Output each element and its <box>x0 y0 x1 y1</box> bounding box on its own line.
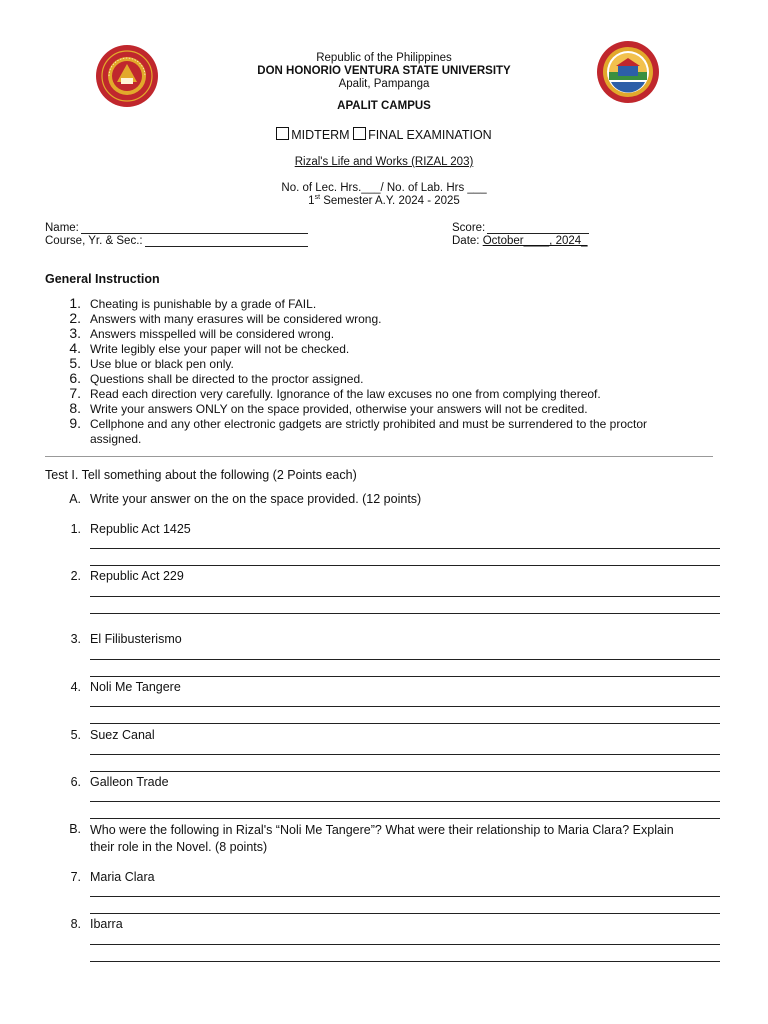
part-b-letter: B. <box>69 822 81 836</box>
answer-line[interactable] <box>90 723 720 724</box>
semester-rest: Semester A.Y. 2024 - 2025 <box>320 194 460 207</box>
exam-type <box>0 127 768 142</box>
question-number: 8. <box>70 917 81 931</box>
answer-line[interactable] <box>90 706 720 707</box>
answer-line[interactable] <box>90 961 720 962</box>
answer-line[interactable] <box>90 818 720 819</box>
question-number: 1. <box>70 522 81 536</box>
semester-sup: st <box>314 194 321 201</box>
instruction-item: Questions shall be directed to the proctor assigned. <box>90 372 364 386</box>
section-divider <box>45 456 713 457</box>
university-name: DON HONORIO VENTURA STATE UNIVERSITY <box>257 65 511 77</box>
answer-line[interactable] <box>90 896 720 897</box>
semester-num: 1 <box>308 194 315 207</box>
question-text: Ibarra <box>90 917 123 931</box>
date-label: Date: <box>452 235 483 247</box>
instruction-item: Write legibly else your paper will not be checked. <box>90 342 350 356</box>
question-text: Republic Act 1425 <box>90 522 191 536</box>
answer-line[interactable] <box>90 548 720 549</box>
instruction-number: 6. <box>69 370 81 386</box>
instruction-number: 2. <box>69 310 81 326</box>
course-section-label: Course, Yr. & Sec.: <box>45 235 143 247</box>
question-number: 2. <box>70 569 81 583</box>
score-label: Score: <box>452 222 486 234</box>
answer-line[interactable] <box>90 596 720 597</box>
answer-line[interactable] <box>90 944 720 945</box>
answer-line[interactable] <box>90 676 720 677</box>
instruction-item: Answers misspelled will be considered wrong. <box>90 327 335 341</box>
instruction-number: 4. <box>69 340 81 356</box>
question-text: Noli Me Tangere <box>90 680 181 694</box>
score-input-line[interactable] <box>487 233 589 234</box>
date-field <box>452 235 588 247</box>
answer-line[interactable] <box>90 771 720 772</box>
instruction-item: Read each direction very carefully. Ignorance of the law excuses no one from complying thereof. <box>90 387 601 401</box>
midterm-checkbox[interactable] <box>276 127 289 140</box>
midterm-label: MIDTERM <box>291 128 350 142</box>
campus-name: APALIT CAMPUS <box>337 100 431 112</box>
final-label: FINAL EXAMINATION <box>368 128 492 142</box>
part-a-instruction: Write your answer on the on the space provided. (12 points) <box>90 492 422 506</box>
question-text: Suez Canal <box>90 728 155 742</box>
instruction-item: Cheating is punishable by a grade of FAIL. <box>90 297 317 311</box>
answer-line[interactable] <box>90 913 720 914</box>
instruction-item: Use blue or black pen only. <box>90 357 234 371</box>
test-title: Test I. Tell something about the following (2 Points each) <box>45 468 357 482</box>
republic-text: Republic of the Philippines <box>316 52 452 64</box>
course-section-input-line[interactable] <box>145 246 308 247</box>
name-input-line[interactable] <box>81 233 308 234</box>
instruction-item: Cellphone and any other electronic gadgets are strictly prohibited and must be surrendered to the proctor assigned. <box>90 417 647 446</box>
question-number: 6. <box>70 775 81 789</box>
instruction-number: 3. <box>69 325 81 341</box>
question-text: Maria Clara <box>90 870 155 884</box>
instructions-title: General Instruction <box>45 272 160 286</box>
final-checkbox[interactable] <box>353 127 366 140</box>
instruction-number: 5. <box>69 355 81 371</box>
answer-line[interactable] <box>90 659 720 660</box>
question-number: 4. <box>70 680 81 694</box>
answer-line[interactable] <box>90 565 720 566</box>
question-text: El Filibusterismo <box>90 632 182 646</box>
instruction-number: 1. <box>69 295 81 311</box>
course-title: Rizal's Life and Works (RIZAL 203) <box>294 156 474 168</box>
part-a-letter: A. <box>69 492 81 506</box>
answer-line[interactable] <box>90 801 720 802</box>
question-number: 7. <box>70 870 81 884</box>
instruction-item: Write your answers ONLY on the space provided, otherwise your answers will not be credited. <box>90 402 588 416</box>
instruction-number: 7. <box>69 385 81 401</box>
instruction-number: 8. <box>69 400 81 416</box>
question-text: Republic Act 229 <box>90 569 184 583</box>
university-location: Apalit, Pampanga <box>338 78 430 90</box>
question-number: 5. <box>70 728 81 742</box>
semester-line <box>0 194 768 207</box>
date-value[interactable]: October____, 2024_ <box>482 235 588 247</box>
instruction-number: 9. <box>69 415 81 431</box>
instruction-item: Answers with many erasures will be considered wrong. <box>90 312 382 326</box>
answer-line[interactable] <box>90 754 720 755</box>
answer-line[interactable] <box>90 613 720 614</box>
question-text: Galleon Trade <box>90 775 169 789</box>
hours-line: No. of Lec. Hrs.___/ No. of Lab. Hrs ___ <box>281 182 487 194</box>
name-label: Name: <box>45 222 79 234</box>
question-number: 3. <box>70 632 81 646</box>
part-b-instruction: Who were the following in Rizal's “Noli Me Tangere”? What were their relationship to Maria Clara? Explain their role in the Novel. (8 points) <box>90 823 674 854</box>
